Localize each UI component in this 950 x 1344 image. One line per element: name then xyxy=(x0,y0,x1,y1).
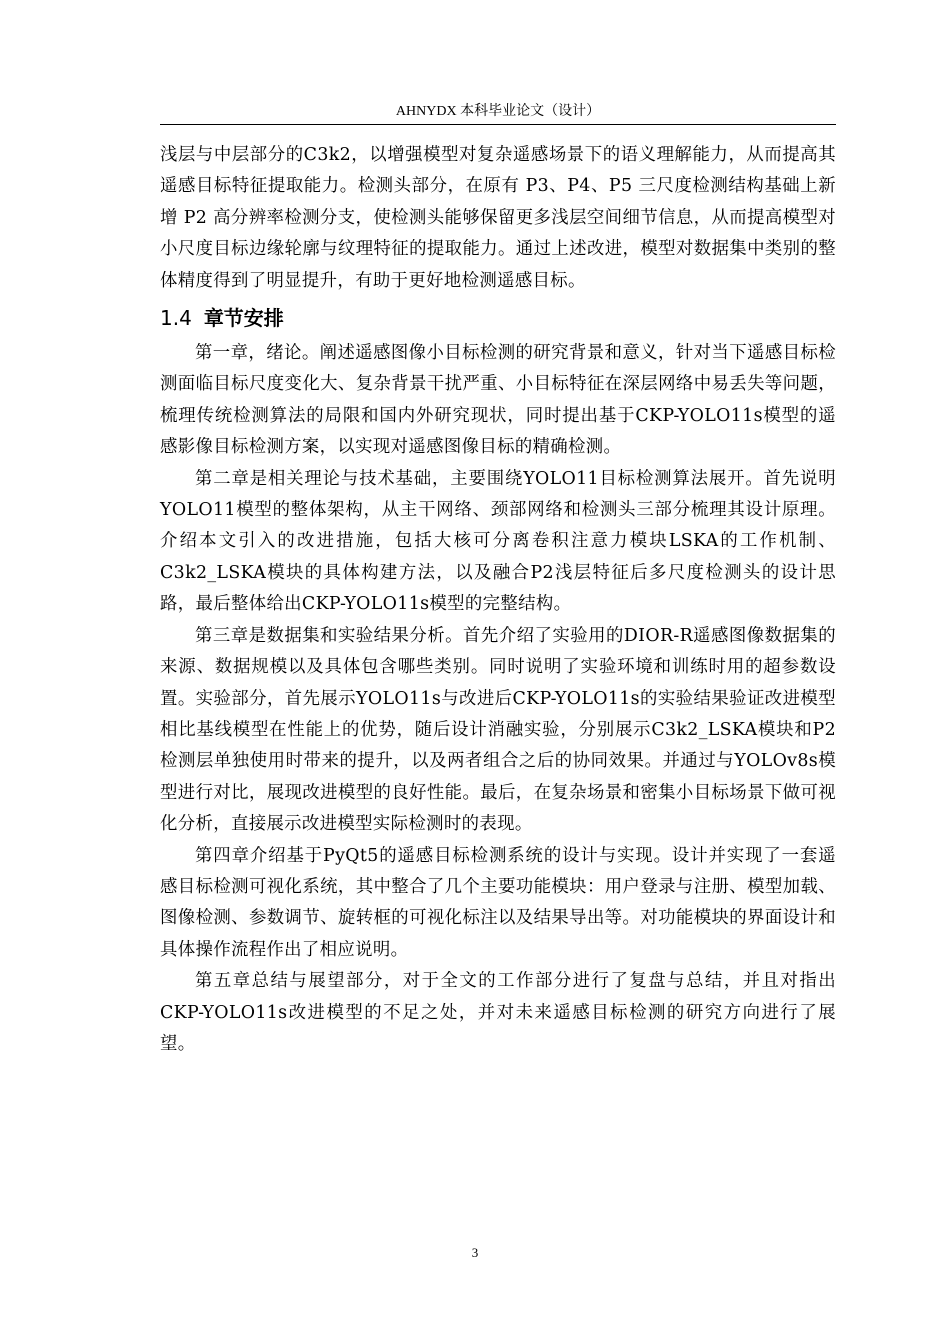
paragraph-chapter-2: 第二章是相关理论与技术基础，主要围绕YOLO11目标检测算法展开。首先说明YOLO11模型的整体架构，从主干网络、颈部网络和检测头三部分梳理其设计原理。介绍本文引入的改进措施，包括大核可分离卷积注意力模块LSKA的工作机制、C3k2_LSKA模块的具体构建方法，以及融合P2浅层特征后多尺度检测头的设计思路，最后整体给出CKP-YOLO11s模型的完整结构。 xyxy=(160,468,836,615)
running-header: AHNYDX 本科毕业论文（设计） xyxy=(395,104,601,119)
paragraph-chapter-5: 第五章总结与展望部分，对于全文的工作部分进行了复盘与总结，并且对指出CKP-YOLO11s改进模型的不足之处，并对未来遥感目标检测的研究方向进行了展望。 xyxy=(160,971,836,1054)
section-title: 章节安排 xyxy=(203,306,284,331)
header-rule xyxy=(160,124,836,125)
section-number: 1.4 xyxy=(160,306,192,331)
paragraph-chapter-4: 第四章介绍基于PyQt5的遥感目标检测系统的设计与实现。设计并实现了一套遥感目标检测可视化系统，其中整合了几个主要功能模块：用户登录与注册、模型加载、图像检测、参数调节、旋转框的可视化标注以及结果导出等。对功能模块的界面设计和具体操作流程作出了相应说明。 xyxy=(160,845,836,960)
intro-paragraph: 浅层与中层部分的C3k2，以增强模型对复杂遥感场景下的语义理解能力，从而提高其遥感目标特征提取能力。检测头部分，在原有 P3、P4、P5 三尺度检测结构基础上新增 P2 高分辨率检测分支，使检测头能够保留更多浅层空间细节信息，从而提高模型对小尺度目标边缘轮廓与纹理特征的提取能力。通过上述改进，模型对数据集中类别的整体精度得到了明显提升，有助于更好地检测遥感目标。 xyxy=(160,145,836,291)
section-heading xyxy=(160,303,836,334)
page-number: 3 xyxy=(471,1245,479,1260)
document-body xyxy=(160,140,836,1060)
paragraph-chapter-3: 第三章是数据集和实验结果分析。首先介绍了实验用的DIOR-R遥感图像数据集的来源、数据规模以及具体包含哪些类别。同时说明了实验环境和训练时用的超参数设置。实验部分，首先展示YOLO11s与改进后CKP-YOLO11s的实验结果验证改进模型相比基线模型在性能上的优势，随后设计消融实验，分别展示C3k2_LSKA模块和P2检测层单独使用时带来的提升，以及两者组合之后的协同效果。并通过与YOLOv8s模型进行对比，展现改进模型的良好性能。最后，在复杂场景和密集小目标场景下做可视化分析，直接展示改进模型实际检测时的表现。 xyxy=(160,625,836,835)
paragraph-chapter-1: 第一章，绪论。阐述遥感图像小目标检测的研究背景和意义，针对当下遥感目标检测面临目标尺度变化大、复杂背景干扰严重、小目标特征在深层网络中易丢失等问题，梳理传统检测算法的局限和国内外研究现状，同时提出基于CKP-YOLO11s模型的遥感影像目标检测方案，以实现对遥感图像目标的精确检测。 xyxy=(160,343,836,458)
